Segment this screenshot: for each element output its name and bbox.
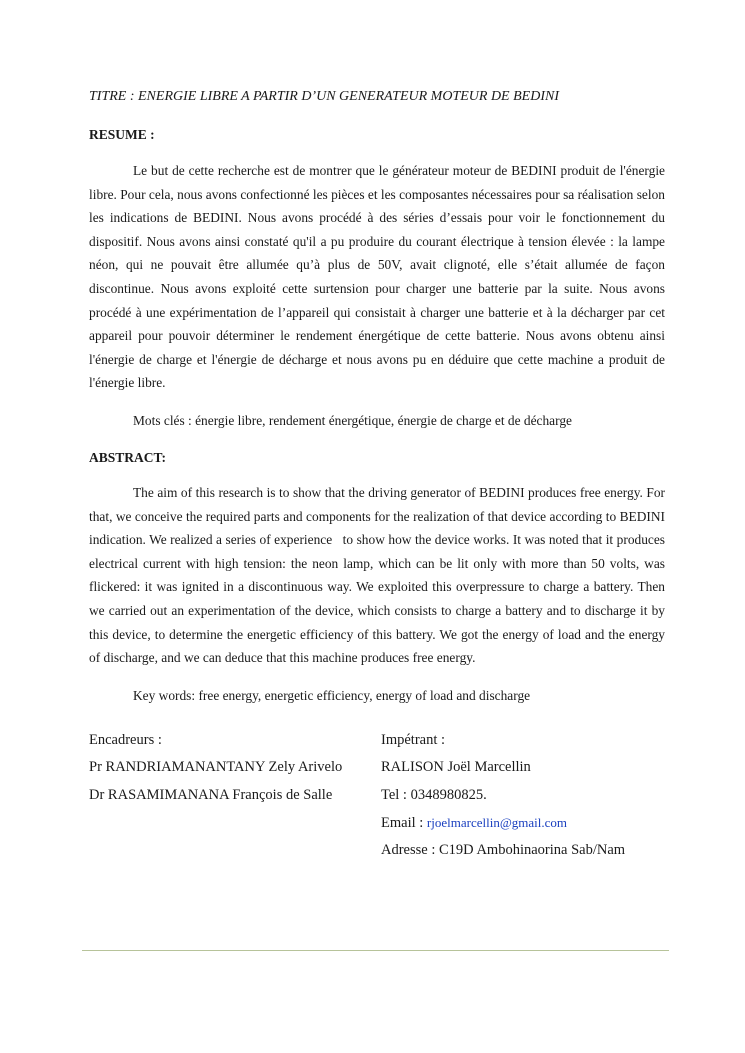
resume-heading: RESUME :: [89, 127, 155, 142]
supervisor-name: Pr RANDRIAMANANTANY Zely Arivelo: [89, 759, 343, 776]
applicant-address: Adresse : C19D Ambohinaorina Sab/Nam: [381, 842, 626, 859]
applicant-label: Impétrant :: [381, 732, 446, 748]
applicant-email-label: Email :: [381, 814, 427, 831]
abstract-keywords: Key words: free energy, energetic efficiency, energy of load and discharge: [133, 688, 531, 703]
applicant-email-row: [381, 809, 625, 837]
email-link[interactable]: rjoelmarcellin@gmail.com: [426, 814, 568, 830]
footer-rule: [82, 950, 669, 951]
applicant-phone: Tel : 0348980825.: [381, 786, 487, 803]
supervisors-block: [89, 727, 342, 809]
supervisors-label: Encadreurs :: [89, 732, 162, 748]
resume-keywords: Mots clés : énergie libre, rendement énergétique, énergie de charge et de décharge: [133, 413, 572, 428]
applicant-name: RALISON Joël Marcellin: [381, 759, 531, 776]
abstract-heading: ABSTRACT:: [89, 450, 167, 465]
applicant-block: [381, 727, 625, 864]
document-title: TITRE : ENERGIE LIBRE A PARTIR D’UN GENERATEUR MOTEUR DE BEDINI: [89, 89, 559, 104]
supervisor-name: Dr RASAMIMANANA François de Salle: [89, 786, 333, 803]
resume-paragraph: Le but de cette recherche est de montrer que le générateur moteur de BEDINI produit de l'énergie libre. Pour cela, nous avons confectionné les pièces et les composantes nécessaires pour sa réalisation selon les indications de BEDINI. Nous avons procédé à des séries d’essais pour voir le fonctionnement du dispositif. Nous avons ainsi constaté qu'il a pu produire du courant électrique à tension élevée : la lampe néon, qui ne pouvait être allumée qu’à plus de 50V, avait clignoté, elle s’était allumée de façon discontinue. Nous avons exploité cette surtension pour charger une batterie par la suite. Nous avons procédé à une expérimentation de l’appareil qui consistait à charger une batterie et à la décharger par cet appareil pour pouvoir déterminer le rendement énergétique de cette batterie. Nous avons obtenu ainsi l'énergie de charge et l'énergie de décharge et nous avons pu en déduire que cette machine a produit de l'énergie libre.: [89, 163, 665, 391]
abstract-paragraph: The aim of this research is to show that the driving generator of BEDINI produces free energy. For that, we conceive the required parts and components for the realization of that device according to BEDINI indication. We realized a series of experience to show how the device works. It was noted that it produces electrical current with high tension: the neon lamp, which can be lit only with more than 50 volts, was flickered: it was ignited in a discontinuous way. We exploited this overpressure to charge a battery. Then we carried out an experimentation of the device, which consists to charge a battery and to discharge it by this device, to determine the energetic efficiency of this battery. We got the energy of load and the energy of discharge, and we can deduce that this machine produces free energy.: [89, 485, 665, 666]
